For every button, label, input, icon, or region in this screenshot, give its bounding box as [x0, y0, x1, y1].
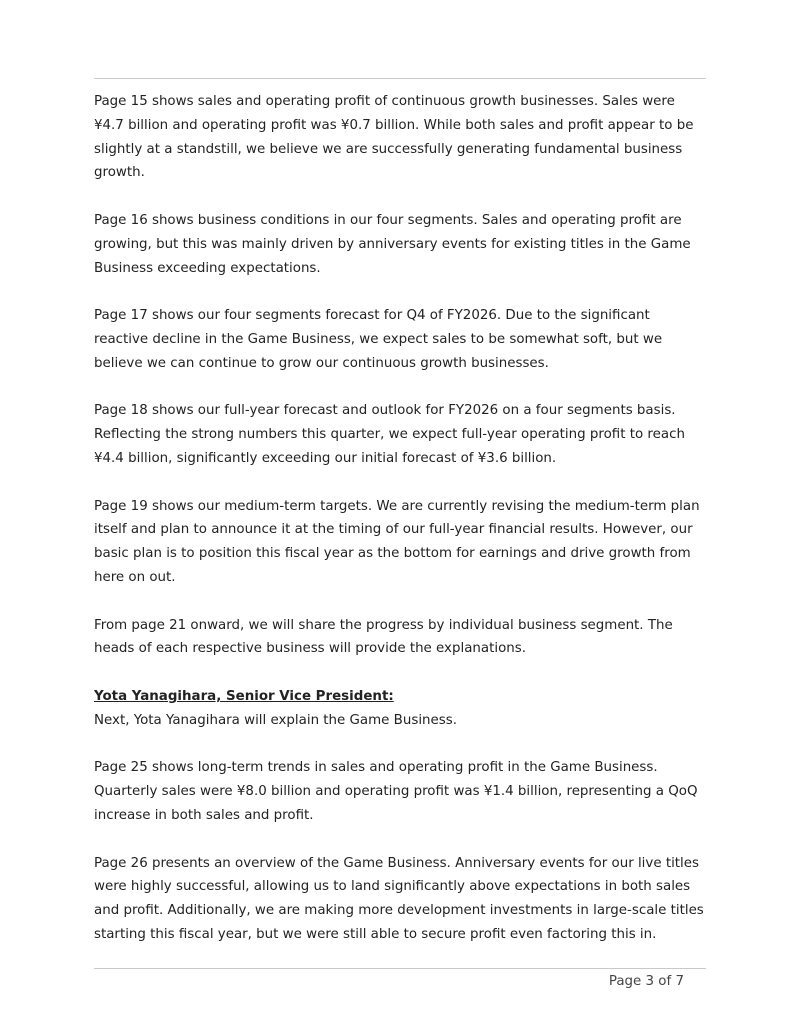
speaker-name: Yota Yanagihara, Senior Vice President: — [94, 688, 394, 704]
page-number: Page 3 of 7 — [608, 974, 684, 989]
paragraph-page-19: Page 19 shows our medium-term targets. We are currently revising the medium-term plan itself and plan to announce it at the timing of our full-year financial results. However, our basic plan is to position this fiscal year as the bottom for earnings and drive growth from here on out. — [94, 498, 700, 585]
paragraph-page-25: Page 25 shows long-term trends in sales and operating profit in the Game Business. Quarterly sales were ¥8.0 billion and operating profit was ¥1.4 billion, representing a QoQ increase in both sales and profit. — [94, 760, 698, 823]
speaker-intro: Next, Yota Yanagihara will explain the Game Business. — [94, 712, 457, 728]
paragraph-page-21: From page 21 onward, we will share the progress by individual business segment. The heads of each respective business will provide the explanations. — [94, 617, 673, 657]
footer-divider — [94, 968, 706, 969]
paragraph-page-26: Page 26 presents an overview of the Game Business. Anniversary events for our live titles were highly successful, allowing us to land significantly above expectations in both sales and profit. Additionally, we are making more development investments in large-scale titles starting this fiscal year, but we were still able to secure profit even factoring this in. — [94, 855, 704, 942]
paragraph-page-18: Page 18 shows our full-year forecast and outlook for FY2026 on a four segments basis. Reflecting the strong numbers this quarter, we expect full-year operating profit to reach ¥4.4 billion, significantly exceeding our initial forecast of ¥3.6 billion. — [94, 403, 685, 466]
paragraph-page-17: Page 17 shows our four segments forecast for Q4 of FY2026. Due to the significant reactive decline in the Game Business, we expect sales to be somewhat soft, but we believe we can continue to grow our continuous growth businesses. — [94, 308, 663, 371]
paragraph-page-15: Page 15 shows sales and operating profit of continuous growth businesses. Sales were ¥4.7 billion and operating profit was ¥0.7 billion. While both sales and profit appear to be slightly at a standstill, we believe we are successfully generating fundamental business growth. — [94, 94, 694, 181]
header-divider — [94, 78, 706, 79]
speaker-block — [94, 685, 708, 733]
transcript-body — [94, 90, 708, 970]
paragraph-page-16: Page 16 shows business conditions in our four segments. Sales and operating profit are growing, but this was mainly driven by anniversary events for existing titles in the Game Business exceeding expectations. — [94, 212, 691, 276]
